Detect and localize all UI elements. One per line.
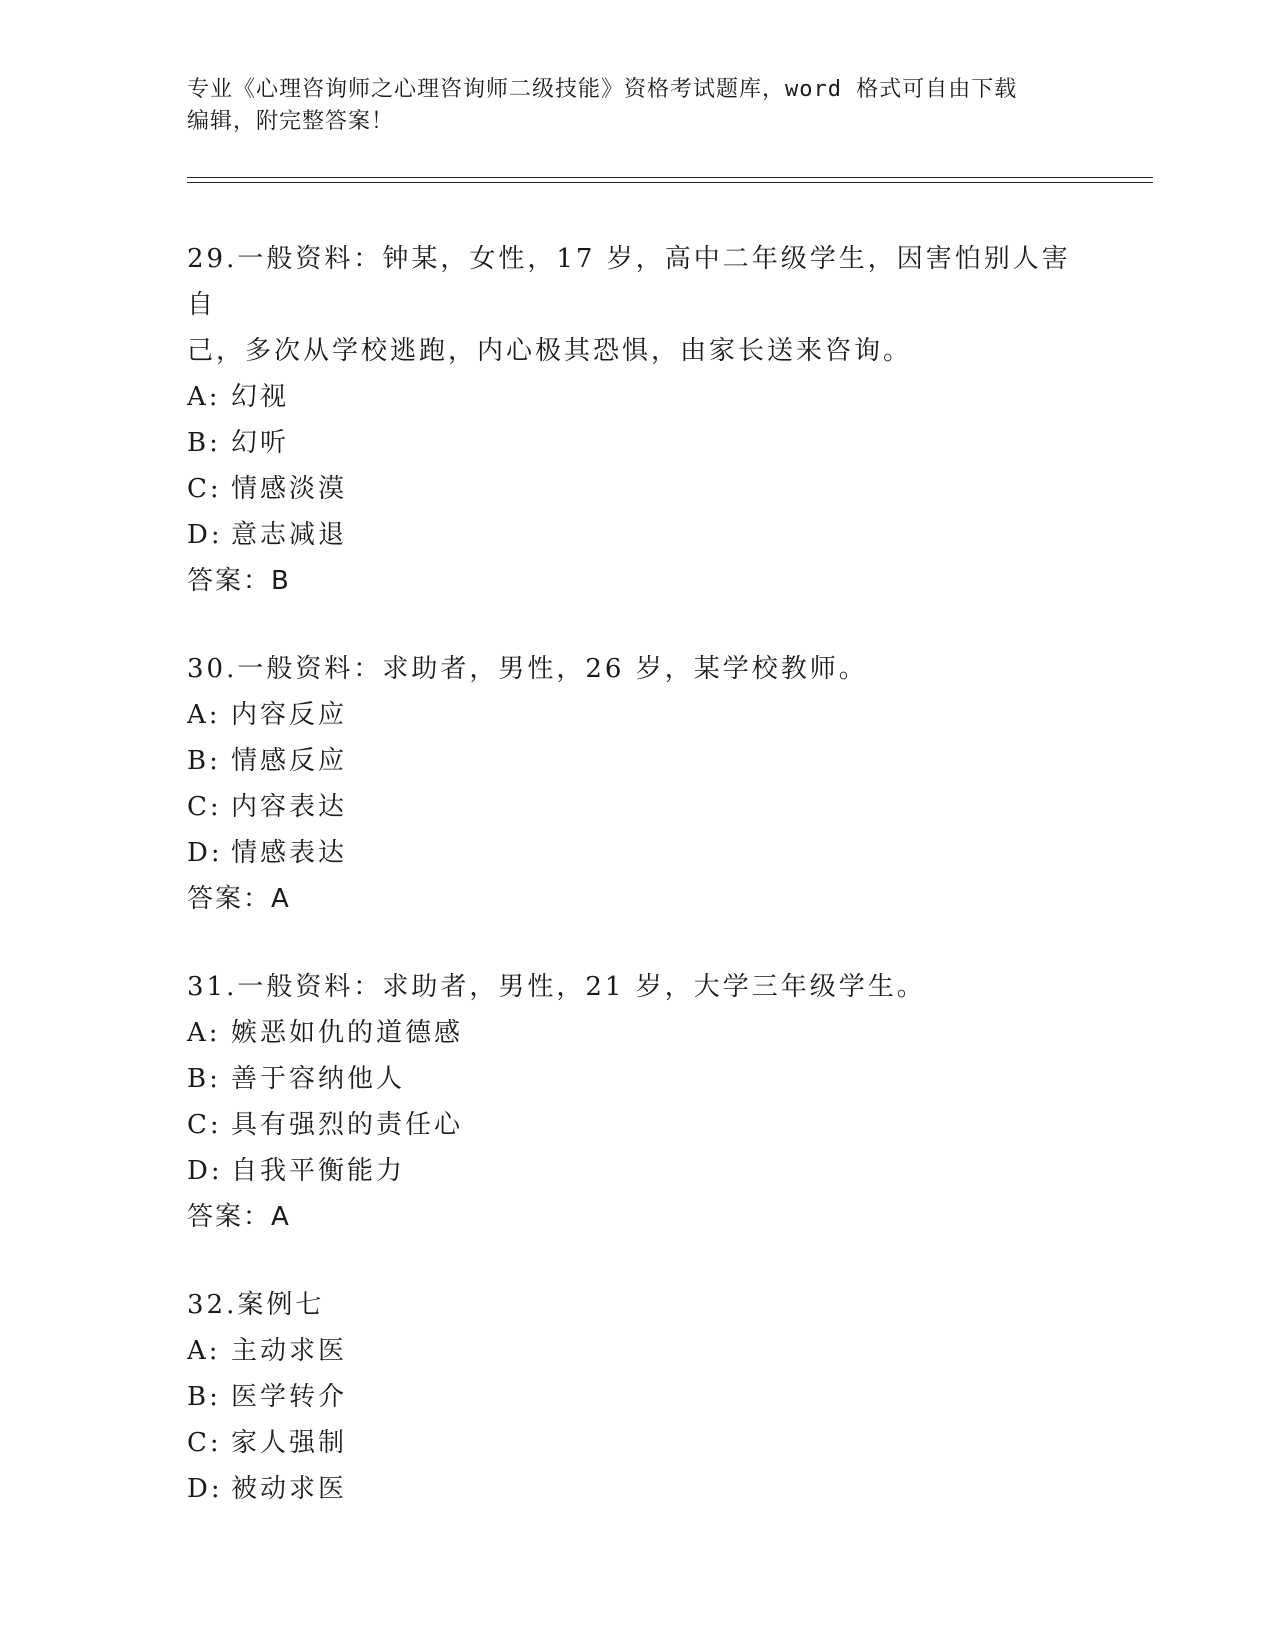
question-31: [187, 964, 1087, 1240]
option-text: 幻听: [231, 428, 290, 458]
document-header: [187, 74, 1087, 138]
option-b: [187, 420, 1087, 466]
option-letter: D:: [187, 838, 223, 868]
option-letter: C:: [187, 1428, 222, 1458]
header-line-1: 专业《心理咨询师之心理咨询师二级技能》资格考试题库，word 格式可自由下载: [187, 77, 1018, 102]
question-32: [187, 1282, 1087, 1512]
option-letter: B:: [187, 1064, 221, 1094]
option-a: [187, 374, 1087, 420]
option-text: 医学转介: [231, 1382, 348, 1412]
option-d: [187, 1148, 1087, 1194]
option-text: 情感淡漠: [231, 474, 348, 504]
answer-line: 答案：A: [187, 884, 291, 914]
option-c: [187, 1420, 1087, 1466]
option-letter: C:: [187, 792, 222, 822]
option-letter: A:: [187, 1018, 221, 1048]
question-stem-line: 31.一般资料：求助者，男性，21 岁，大学三年级学生。: [187, 972, 926, 1002]
header-line-2: 编辑，附完整答案！: [187, 109, 395, 134]
option-letter: B:: [187, 1382, 221, 1412]
question-stem-line: 己，多次从学校逃跑，内心极其恐惧，由家长送来咨询。: [187, 336, 913, 366]
option-letter: B:: [187, 428, 221, 458]
option-c: [187, 1102, 1087, 1148]
option-text: 情感表达: [231, 838, 348, 868]
option-letter: A:: [187, 700, 221, 730]
option-a: [187, 692, 1087, 738]
option-text: 被动求医: [231, 1474, 348, 1504]
option-letter: D:: [187, 1474, 223, 1504]
question-stem: [187, 236, 1087, 374]
question-stem-line: 29.一般资料：钟某，女性，17 岁，高中二年级学生，因害怕别人害自: [187, 244, 1071, 320]
option-text: 主动求医: [231, 1336, 348, 1366]
option-a: [187, 1328, 1087, 1374]
question-30: [187, 646, 1087, 922]
option-b: [187, 1056, 1087, 1102]
question-29: [187, 236, 1087, 604]
option-c: [187, 784, 1087, 830]
option-c: [187, 466, 1087, 512]
question-stem: [187, 646, 1087, 692]
option-letter: C:: [187, 474, 222, 504]
option-b: [187, 1374, 1087, 1420]
option-text: 意志减退: [231, 520, 348, 550]
option-text: 家人强制: [231, 1428, 348, 1458]
option-letter: A:: [187, 1336, 221, 1366]
option-a: [187, 1010, 1087, 1056]
answer-line: 答案：A: [187, 1202, 291, 1232]
answer-line: 答案：B: [187, 566, 291, 596]
option-letter: B:: [187, 746, 221, 776]
option-text: 内容反应: [231, 700, 348, 730]
header-divider-top: [187, 177, 1153, 178]
option-text: 自我平衡能力: [231, 1156, 406, 1186]
option-d: [187, 1466, 1087, 1512]
option-letter: C:: [187, 1110, 222, 1140]
option-text: 具有强烈的责任心: [231, 1110, 464, 1140]
option-letter: A:: [187, 382, 221, 412]
option-text: 幻视: [231, 382, 290, 412]
option-text: 内容表达: [231, 792, 348, 822]
option-text: 嫉恶如仇的道德感: [231, 1018, 464, 1048]
question-stem: [187, 1282, 1087, 1328]
option-d: [187, 512, 1087, 558]
question-list: [187, 236, 1087, 1554]
option-b: [187, 738, 1087, 784]
option-d: [187, 830, 1087, 876]
option-letter: D:: [187, 520, 223, 550]
question-stem-line: 32.案例七: [187, 1290, 325, 1320]
option-letter: D:: [187, 1156, 223, 1186]
question-stem-line: 30.一般资料：求助者，男性，26 岁，某学校教师。: [187, 654, 868, 684]
question-stem: [187, 964, 1087, 1010]
header-divider-bottom: [187, 182, 1153, 183]
option-text: 善于容纳他人: [231, 1064, 406, 1094]
option-text: 情感反应: [231, 746, 348, 776]
